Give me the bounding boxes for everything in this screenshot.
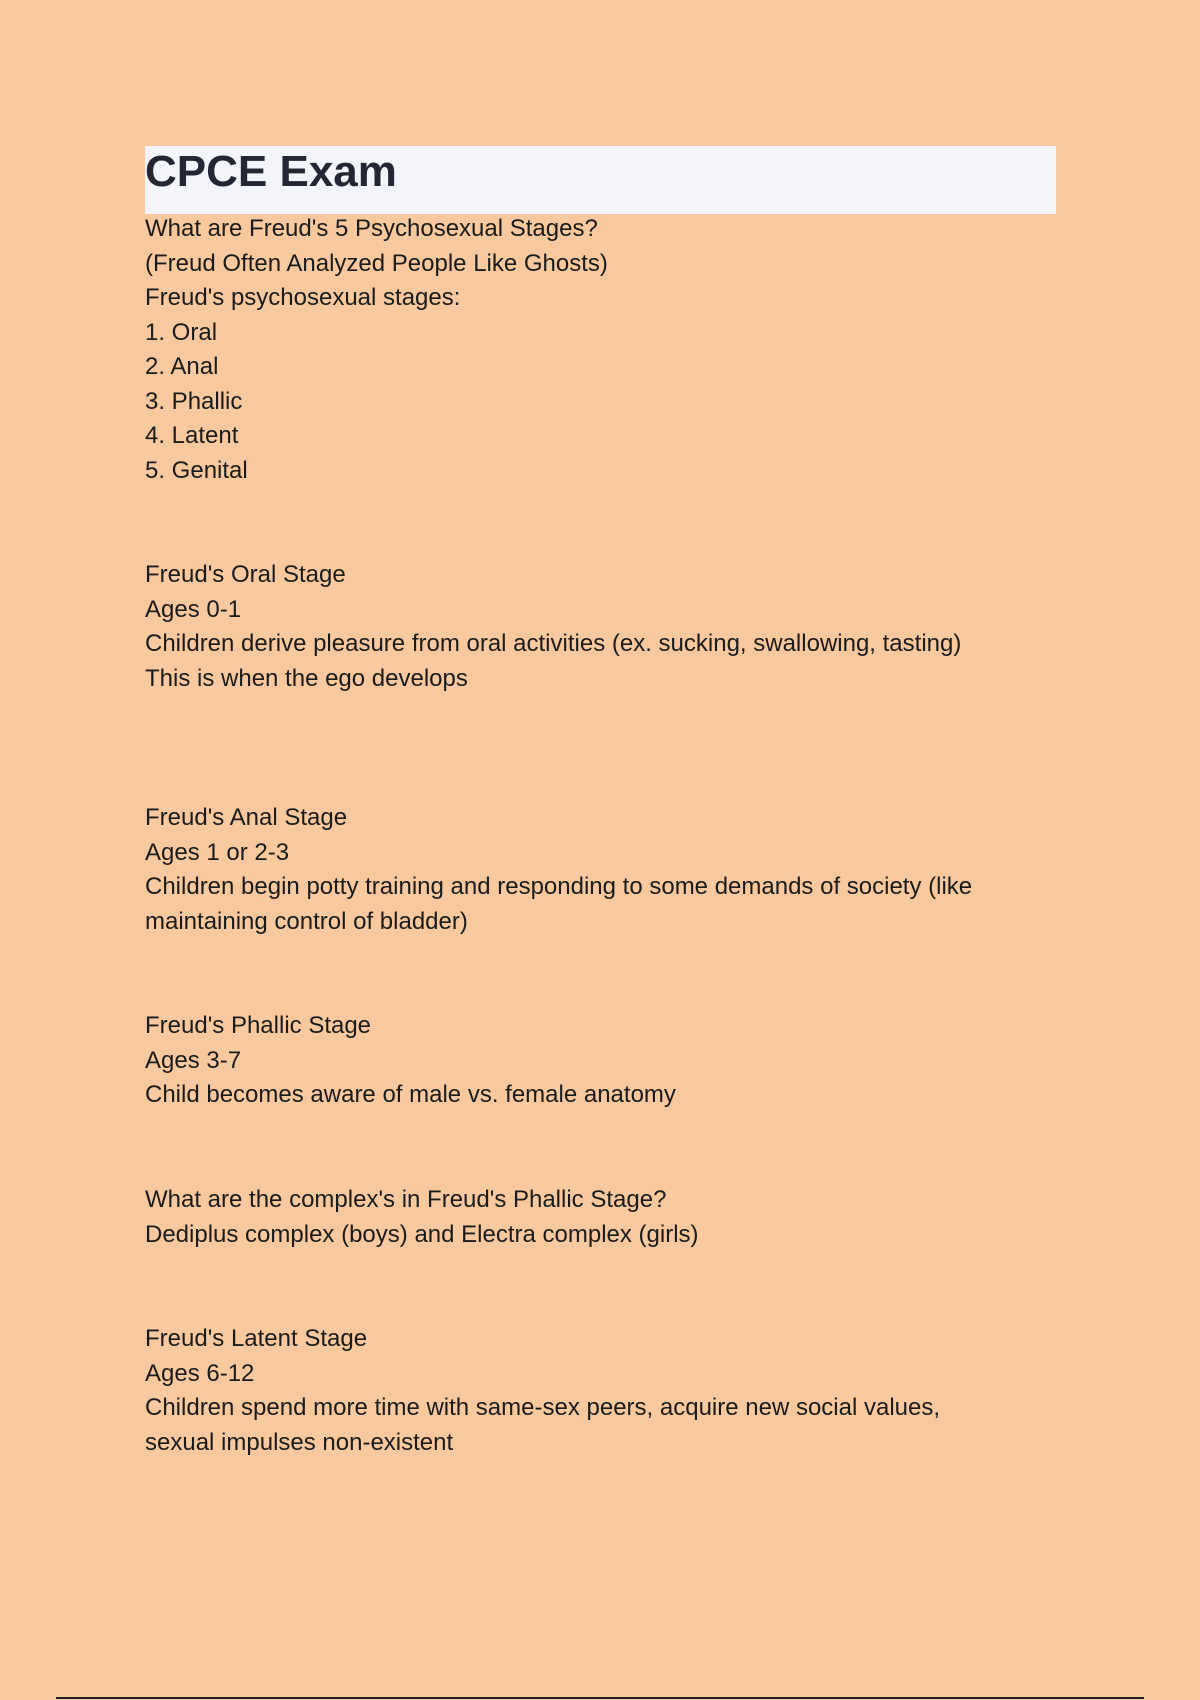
list-item: 4. Latent: [145, 422, 239, 449]
card-heading: Freud's Phallic Stage: [145, 1012, 372, 1039]
card-description: Children begin potty training and responding to some demands of society (like: [145, 873, 973, 900]
page-title: CPCE Exam: [145, 147, 397, 196]
phallic-complexes-section: [145, 1183, 1065, 1252]
card-description: sexual impulses non-existent: [145, 1428, 454, 1456]
anal-stage-section: [145, 801, 1065, 939]
list-item: 1. Oral: [145, 318, 218, 346]
card-description: Dediplus complex (boys) and Electra complex (girls): [145, 1220, 699, 1248]
footer-divider: [56, 1697, 1144, 1699]
title-highlight: [145, 146, 1056, 214]
card-ages: Ages 0-1: [145, 595, 242, 623]
oral-stage-section: [145, 558, 1065, 696]
list-item: 2. Anal: [145, 353, 219, 380]
card-heading: What are the complex's in Freud's Phallic Stage?: [145, 1186, 667, 1213]
card-description: Child becomes aware of male vs. female anatomy: [145, 1081, 676, 1108]
list-heading: Freud's psychosexual stages:: [145, 284, 461, 311]
question-line: What are Freud's 5 Psychosexual Stages?: [145, 215, 598, 242]
list-item: 5. Genital: [145, 456, 248, 484]
card-description: Children derive pleasure from oral activities (ex. sucking, swallowing, tasting): [145, 630, 962, 657]
card-description: This is when the ego develops: [145, 664, 468, 692]
card-heading: Freud's Latent Stage: [145, 1325, 368, 1352]
phallic-stage-section: [145, 1009, 1065, 1113]
card-description: maintaining control of bladder): [145, 907, 468, 935]
card-description: Children spend more time with same-sex peers, acquire new social values,: [145, 1394, 941, 1421]
mnemonic-line: (Freud Often Analyzed People Like Ghosts): [145, 249, 608, 277]
card-ages: Ages 1 or 2-3: [145, 838, 290, 866]
list-item: 3. Phallic: [145, 387, 243, 415]
card-heading: Freud's Anal Stage: [145, 804, 348, 831]
card-ages: Ages 3-7: [145, 1046, 242, 1074]
card-ages: Ages 6-12: [145, 1359, 255, 1387]
card-heading: Freud's Oral Stage: [145, 561, 346, 588]
latent-stage-section: [145, 1322, 1065, 1460]
stages-overview-section: [145, 212, 1065, 488]
